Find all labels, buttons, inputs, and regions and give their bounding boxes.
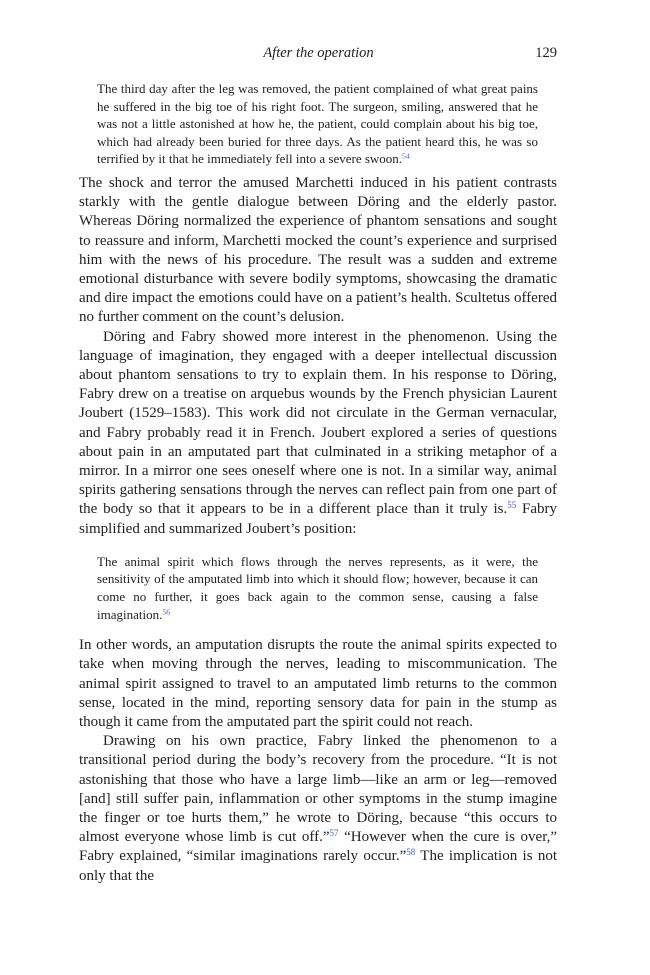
paragraph-2 [79, 328, 557, 539]
page-number: 129 [535, 45, 557, 61]
block-quote-2-text: The animal spirit which flows through the nerves represents, as it were, the sensitivity of the amputated limb into which it should flow; however, because it can come no further, it goes back again to the common sense, causing a false imagination. [97, 553, 538, 622]
block-quote-2 [97, 553, 538, 623]
footnote-ref-57[interactable]: 57 [329, 828, 339, 839]
paragraph-4-text-c: The implication is not only that the [79, 848, 558, 884]
block-quote-1-text: The third day after the leg was removed, the patient complained of what great pains he suffered in the big toe of his right foot. The surgeon, smiling, answered that he was not a little astonished at how he, the patient, could complain about his big toe, which had already been buried for three days. As the patient heard this, he was so terrified by it that he immediately fell into a severe swoon. [97, 81, 538, 167]
paragraph-1-text: The shock and terror the amused Marchetti induced in his patient contrasts starkly with the gentle dialogue between Döring and the elderly pastor. Whereas Döring normalized the experience of phantom sensations and sought to reassure and inform, Marchetti mocked the count’s experience and surprised him with the news of his procedure. The result was a sudden and extreme emotional disturbance with severe bodily symptoms, showcasing the dramatic and dire impact the emotions could have on a patient’s health. Scultetus offered no further comment on the count’s delusion. [79, 174, 557, 326]
footnote-ref-56[interactable]: 56 [162, 607, 171, 617]
paragraph-3 [79, 636, 557, 732]
footnote-ref-55[interactable]: 55 [507, 500, 517, 511]
paragraph-4-text-b: “However when the cure is over,” Fabry explained, “similar imaginations rarely occur.” [79, 829, 557, 865]
paragraph-2-text-b: Fabry simplified and summarized Joubert’s position: [79, 501, 557, 537]
paragraph-3-text: In other words, an amputation disrupts the route the animal spirits expected to take when moving through the nerves, leading to miscommunication. The animal spirit assigned to travel to an amputated limb returns to the common sense, located in the mind, reporting sensory data for pain in the stump as though it came from the amputated part the spirit could not reach. [79, 637, 557, 731]
paragraph-4-text-a: Drawing on his own practice, Fabry linked the phenomenon to a transitional period during the body’s recovery from the procedure. “It is not astonishing that those who have a large limb—like an arm or leg—removed [and] still suffer pain, inflammation or other symptoms in the stump imagine the finger or toe hurts them,” he wrote to Döring, because “this occurs to almost everyone whose limb is cut off.” [79, 733, 557, 846]
block-quote-1 [97, 80, 538, 168]
paragraph-2-text-a: Döring and Fabry showed more interest in the phenomenon. Using the language of imagination, they engaged with a deeper intellectual discussion about phantom sensations to try to explain them. In his response to Döring, Fabry drew on a treatise on arquebus wounds by the French physician Laurent Joubert (1529–1583). This work did not circulate in the German vernacular, and Fabry probably read it in French. Joubert explored a series of questions about pain in an amputated part that culminated in a striking metaphor of a mirror. In a mirror one sees oneself where one is not. In a similar way, animal spirits gathering sensations through the nerves can reflect pain from one part of the body so that it appears to be in a different place than it truly is. [79, 328, 557, 518]
footnote-ref-54[interactable]: 54 [402, 152, 410, 162]
page-body [79, 80, 557, 886]
running-head: After the operation [263, 45, 374, 61]
paragraph-4 [79, 732, 557, 886]
paragraph-1 [79, 174, 557, 328]
footnote-ref-58[interactable]: 58 [406, 847, 416, 858]
page-header [80, 43, 557, 63]
